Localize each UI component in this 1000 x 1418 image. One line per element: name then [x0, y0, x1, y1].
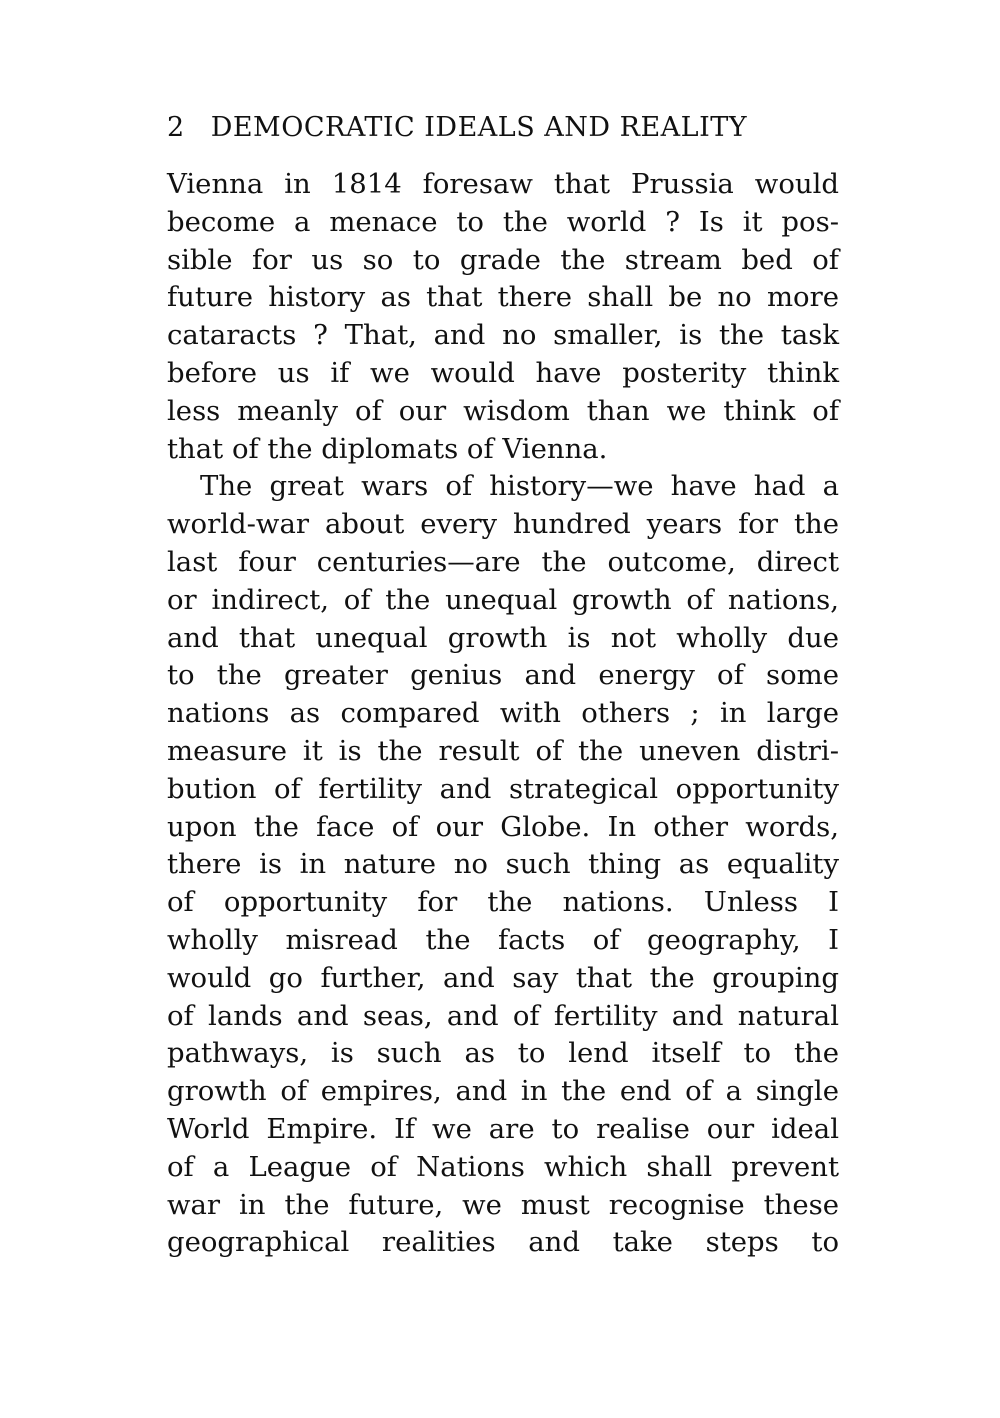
text-line: less meanly of our wisdom than we think of	[167, 394, 839, 427]
text-line: cataracts ? That, and no smaller, is the task	[167, 319, 839, 352]
text-line: before us if we would have posterity think	[167, 356, 839, 389]
text-line: or indirect, of the unequal growth of nations,	[167, 583, 839, 616]
text-line: Vienna in 1814 foresaw that Prussia would	[167, 168, 839, 200]
page-number: 2	[167, 112, 185, 143]
text-line: sible for us so to grade the stream bed of	[167, 243, 839, 276]
running-header	[167, 108, 847, 148]
text-line: of a League of Nations which shall prevent	[167, 1150, 839, 1183]
text-line: bution of fertility and strategical opportunity	[167, 772, 839, 805]
text-line: that of the diplomats of Vienna.	[167, 432, 608, 465]
text-line: would go further, and say that the grouping	[167, 961, 839, 994]
text-line: wholly misread the facts of geography, I	[167, 923, 839, 956]
text-line: future history as that there shall be no more	[167, 281, 839, 314]
text-line: of lands and seas, and of fertility and natural	[167, 999, 839, 1032]
text-line: nations as compared with others ; in large	[167, 697, 839, 730]
text-line: geographical realities and take steps to	[167, 1226, 839, 1259]
text-line: growth of empires, and in the end of a single	[167, 1075, 839, 1108]
text-line: of opportunity for the nations. Unless I	[167, 886, 839, 919]
text-line: upon the face of our Globe. In other words,	[167, 810, 839, 843]
text-line: and that unequal growth is not wholly due	[167, 621, 839, 654]
text-line: to the greater genius and energy of some	[167, 659, 839, 692]
text-line: pathways, is such as to lend itself to the	[167, 1037, 839, 1070]
text-line: The great wars of history—we have had a	[200, 470, 839, 503]
text-line: last four centuries—are the outcome, direct	[167, 545, 839, 578]
body-text	[167, 166, 839, 1262]
text-line: become a menace to the world ? Is it pos-	[167, 205, 839, 238]
text-line: measure it is the result of the uneven distri-	[167, 734, 839, 767]
running-title: DEMOCRATIC IDEALS AND REALITY	[210, 112, 748, 143]
text-line: World Empire. If we are to realise our ideal	[167, 1112, 839, 1145]
text-line: world-war about every hundred years for the	[167, 508, 839, 541]
text-line: war in the future, we must recognise these	[167, 1188, 839, 1221]
text-line: there is in nature no such thing as equality	[167, 848, 839, 881]
